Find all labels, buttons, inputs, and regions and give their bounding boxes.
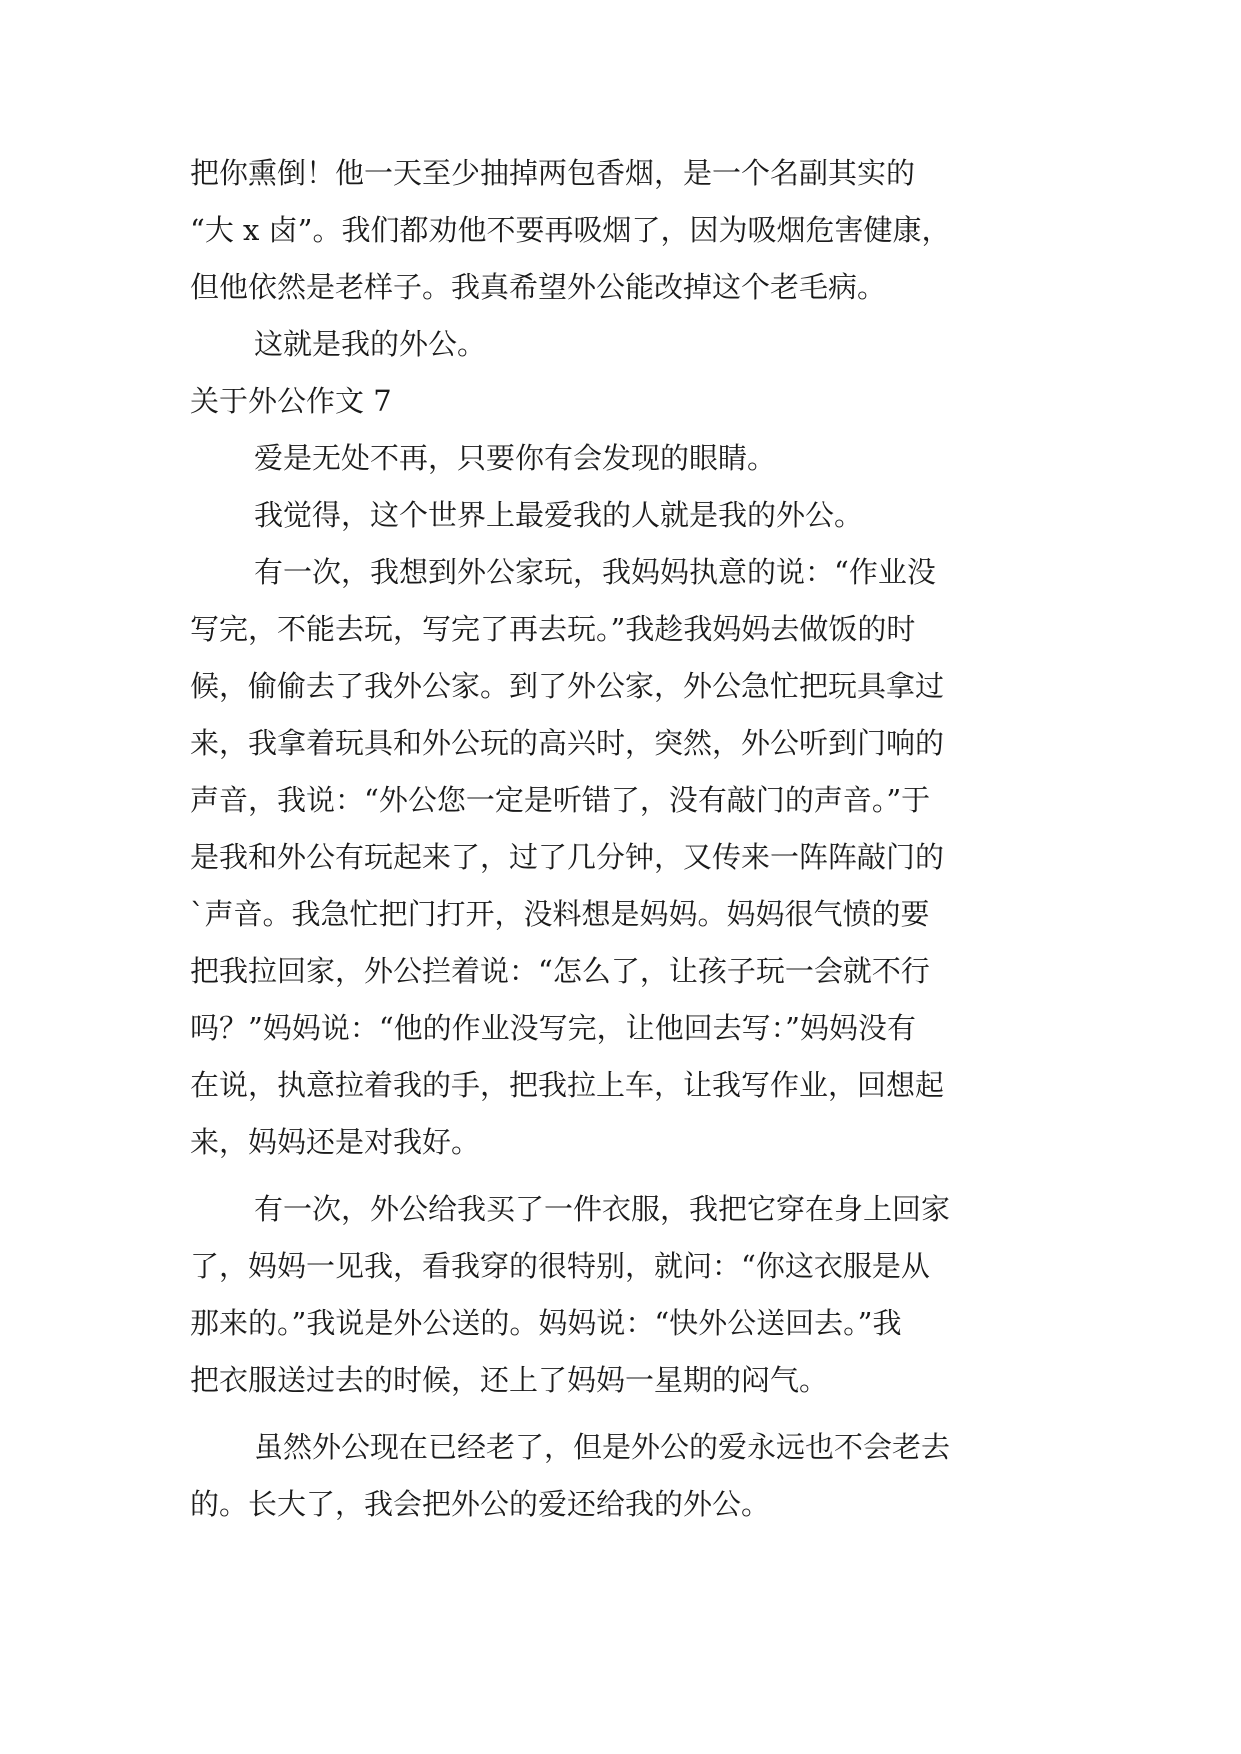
- paragraph-line: 来，我拿着玩具和外公玩的高兴时，突然，外公听到门响的: [190, 726, 945, 760]
- paragraph-line: “大 x 卤”。我们都劝他不要再吸烟了，因为吸烟危害健康，: [190, 213, 951, 247]
- paragraph-line: 吗？”妈妈说：“他的作业没写完，让他回去写：”妈妈没有: [190, 1011, 916, 1045]
- paragraph-line: 把衣服送过去的时候，还上了妈妈一星期的闷气。: [190, 1363, 829, 1397]
- paragraph-line: 把我拉回家，外公拦着说：“怎么了，让孩子玩一会就不行: [190, 954, 930, 988]
- paragraph-line: 这就是我的外公。: [254, 327, 487, 361]
- paragraph-line: 但他依然是老样子。我真希望外公能改掉这个老毛病。: [190, 270, 887, 304]
- paragraph-line: 候，偷偷去了我外公家。到了外公家，外公急忙把玩具拿过: [190, 669, 945, 703]
- paragraph-line: 是我和外公有玩起来了，过了几分钟，又传来一阵阵敲门的: [190, 840, 945, 874]
- paragraph-line: 了，妈妈一见我，看我穿的很特别，就问：“你这衣服是从: [190, 1249, 930, 1283]
- paragraph-line: `声音。我急忙把门打开，没料想是妈妈。妈妈很气愤的要: [190, 897, 930, 931]
- paragraph-line: 有一次，外公给我买了一件衣服，我把它穿在身上回家: [254, 1192, 951, 1226]
- paragraph-line: 声音，我说：“外公您一定是听错了，没有敲门的声音。”于: [190, 783, 931, 817]
- paragraph-line: 我觉得，这个世界上最爱我的人就是我的外公。: [254, 498, 864, 532]
- paragraph-line: 爱是无处不再，只要你有会发现的眼睛。: [254, 441, 777, 475]
- section-heading: 关于外公作文 7: [190, 384, 392, 418]
- paragraph-line: 虽然外公现在已经老了，但是外公的爱永远也不会老去: [254, 1430, 951, 1464]
- paragraph-line: 来，妈妈还是对我好。: [190, 1125, 481, 1159]
- paragraph-line: 有一次，我想到外公家玩，我妈妈执意的说：“作业没: [254, 555, 936, 589]
- paragraph-line: 那来的。”我说是外公送的。妈妈说：“快外公送回去。”我: [190, 1306, 902, 1340]
- paragraph-line: 在说，执意拉着我的手，把我拉上车，让我写作业，回想起: [190, 1068, 945, 1102]
- paragraph-line: 的。长大了，我会把外公的爱还给我的外公。: [190, 1487, 771, 1521]
- paragraph-line: 把你熏倒！他一天至少抽掉两包香烟，是一个名副其实的: [190, 156, 916, 190]
- paragraph-line: 写完，不能去玩，写完了再去玩。”我趁我妈妈去做饭的时: [190, 612, 916, 646]
